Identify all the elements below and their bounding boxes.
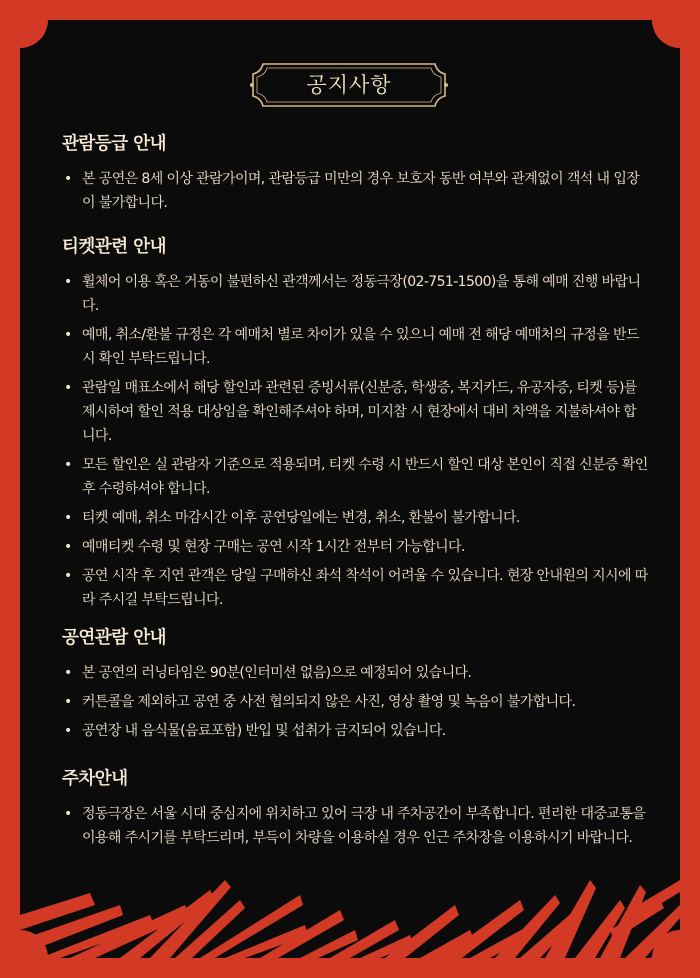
list-item: • 티켓 예매, 취소 마감시간 이후 공연당일에는 변경, 취소, 환불이 불가합니다. [62,506,648,530]
list-item: • 공연 시작 후 지연 관객은 당일 구매하신 좌석 착석이 어려울 수 있습니다. 현장 안내원의 지시에 따라 주시길 부탁드립니다. [62,564,648,612]
list-item: • 휠체어 이용 혹은 거동이 불편하신 관객께서는 정동극장(02-751-1500)을 통해 예매 진행 바랍니다. [62,270,648,318]
bullet-icon: • [64,327,72,343]
section-heading: 주차안내 [62,769,128,789]
section-heading: 티켓관련 안내 [62,237,167,257]
list-item: • 커튼콜을 제외하고 공연 중 사전 협의되지 않은 사진, 영상 촬영 및 녹음이 불가합니다. [62,690,648,714]
list-item: • 관람일 매표소에서 해당 할인과 관련된 증빙서류(신분증, 학생증, 복지카드, 유공자증, 티켓 등)를 제시하여 할인 적용 대상임을 확인해주셔야 하며, 미지참 시 현장에서 대비 차액을 지불하셔야 합니다. [62,376,648,448]
section-performance [62,624,648,748]
list-item: • 공연장 내 음식물(음료포함) 반입 및 섭취가 금지되어 있습니다. [62,719,648,743]
list-item: • 모든 할인은 실 관람자 기준으로 적용되며, 티켓 수령 시 반드시 할인 대상 본인이 직접 신분증 확인 후 수령하셔야 합니다. [62,453,648,501]
bullet-icon: • [64,274,72,290]
list-item: • 예매티켓 수령 및 현장 구매는 공연 시작 1시간 전부터 가능합니다. [62,535,648,559]
bullet-icon: • [64,723,72,739]
list-item: • 본 공연은 8세 이상 관람가이며, 관람등급 미만의 경우 보호자 동반 여부와 관계없이 객석 내 입장이 불가합니다. [62,167,648,215]
bullet-icon: • [64,694,72,710]
bullet-icon: • [64,568,72,584]
bullet-icon: • [64,380,72,396]
bullet-icon: • [64,457,72,473]
section-parking [62,765,648,855]
bullet-icon: • [64,539,72,555]
list-item: • 본 공연의 러닝타임은 90분(인터미션 없음)으로 예정되어 있습니다. [62,661,648,685]
list-item: • 예매, 취소/환불 규정은 각 예매처 별로 차이가 있을 수 있으니 예매 전 해당 예매처의 규정을 반드시 확인 부탁드립니다. [62,323,648,371]
section-heading: 공연관람 안내 [62,628,167,648]
page-title: 공지사항 [306,73,392,97]
section-heading: 관람등급 안내 [62,134,167,154]
list-item: • 정동극장은 서울 시대 중심지에 위치하고 있어 극장 내 주차공간이 부족합니다. 편리한 대중교통을 이용해 주시기를 부탁드리며, 부득이 차량을 이용하실 경우 인근 주차장을 이용하시기 바랍니다. [62,802,648,850]
bullet-icon: • [64,806,72,822]
title-plaque [249,60,449,110]
bullet-icon: • [64,171,72,187]
bullet-icon: • [64,665,72,681]
bullet-icon: • [64,510,72,526]
section-rating [62,130,648,220]
section-ticket [62,233,648,617]
